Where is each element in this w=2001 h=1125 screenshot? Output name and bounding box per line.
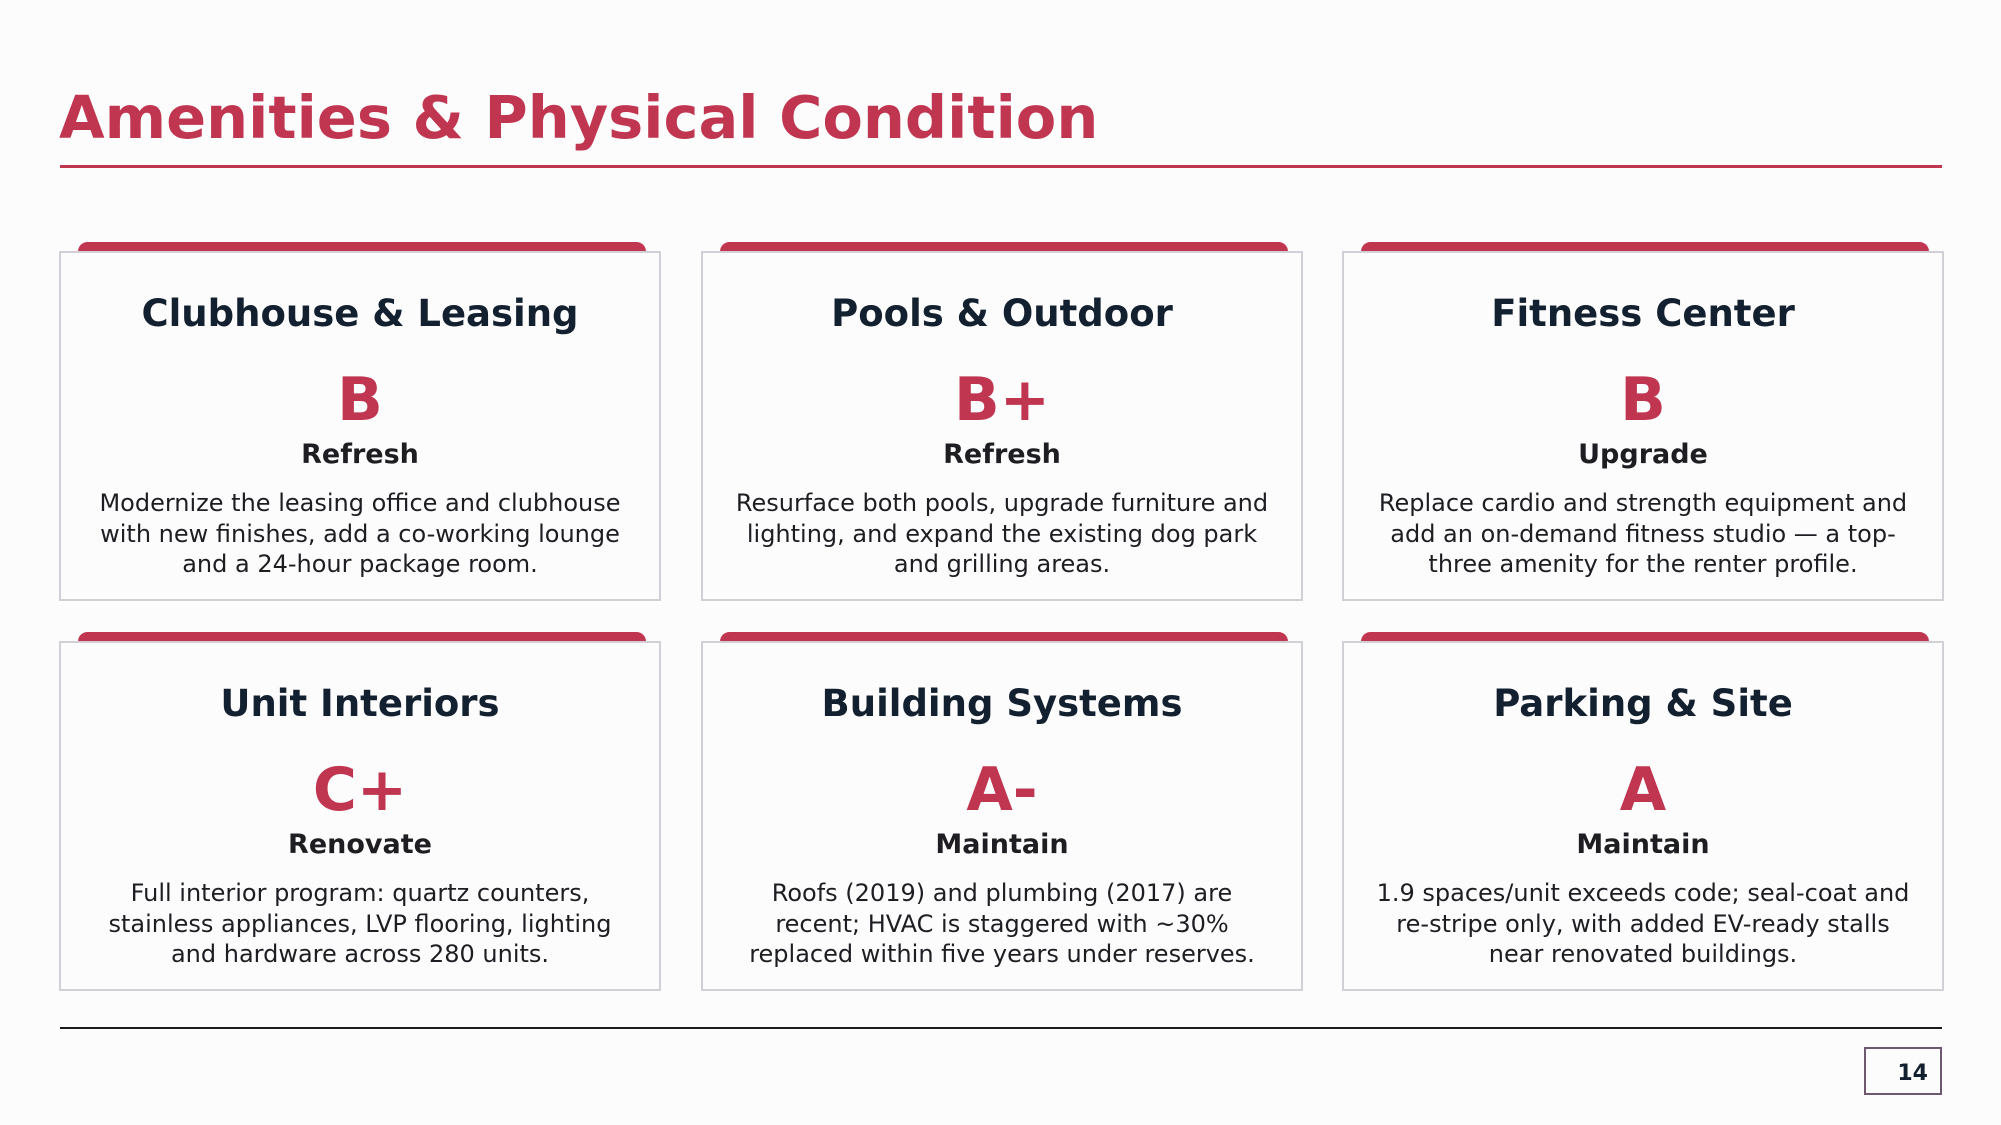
card-grade: B	[1620, 365, 1666, 435]
card-action: Maintain	[1576, 829, 1710, 860]
card-description: Roofs (2019) and plumbing (2017) are recent; HVAC is staggered with ~30% replaced within five years under reserves.	[749, 879, 1255, 968]
card-action: Renovate	[288, 829, 432, 860]
condition-card-interiors	[59, 641, 661, 991]
card-description: Modernize the leasing office and clubhouse with new finishes, add a co-working lounge and a 24-hour package room.	[99, 489, 621, 578]
card-description: Resurface both pools, upgrade furniture and lighting, and expand the existing dog park and grilling areas.	[735, 489, 1269, 578]
footer-divider	[60, 1027, 1942, 1029]
card-grade: B	[337, 365, 383, 435]
card-grade: C+	[312, 755, 408, 825]
page-number: 14	[1864, 1047, 1942, 1095]
card-action: Refresh	[301, 439, 419, 470]
condition-card-pools	[701, 251, 1303, 601]
condition-card-clubhouse	[59, 251, 661, 601]
card-title: Unit Interiors	[220, 682, 500, 725]
card-description: 1.9 spaces/unit exceeds code; seal-coat and re-stripe only, with added EV-ready stalls near renovated buildings.	[1376, 879, 1910, 968]
card-title: Parking & Site	[1493, 682, 1793, 725]
card-description: Replace cardio and strength equipment and add an on-demand fitness studio — a top-three amenity for the renter profile.	[1378, 489, 1908, 578]
card-description: Full interior program: quartz counters, stainless appliances, LVP flooring, lighting and hardware across 280 units.	[108, 879, 612, 968]
card-title: Pools & Outdoor	[831, 292, 1173, 335]
card-title: Fitness Center	[1491, 292, 1795, 335]
card-grade: A	[1619, 755, 1667, 825]
condition-card-fitness	[1342, 251, 1944, 601]
card-grade: A-	[966, 755, 1038, 825]
title-underline	[60, 165, 1942, 168]
card-title: Clubhouse & Leasing	[141, 292, 579, 335]
card-action: Maintain	[935, 829, 1069, 860]
card-action: Upgrade	[1578, 439, 1708, 470]
condition-card-systems	[701, 641, 1303, 991]
card-title: Building Systems	[821, 682, 1183, 725]
slide-title: Amenities & Physical Condition	[59, 83, 1099, 152]
condition-card-parking	[1342, 641, 1944, 991]
card-grade: B+	[953, 365, 1050, 435]
card-action: Refresh	[943, 439, 1061, 470]
